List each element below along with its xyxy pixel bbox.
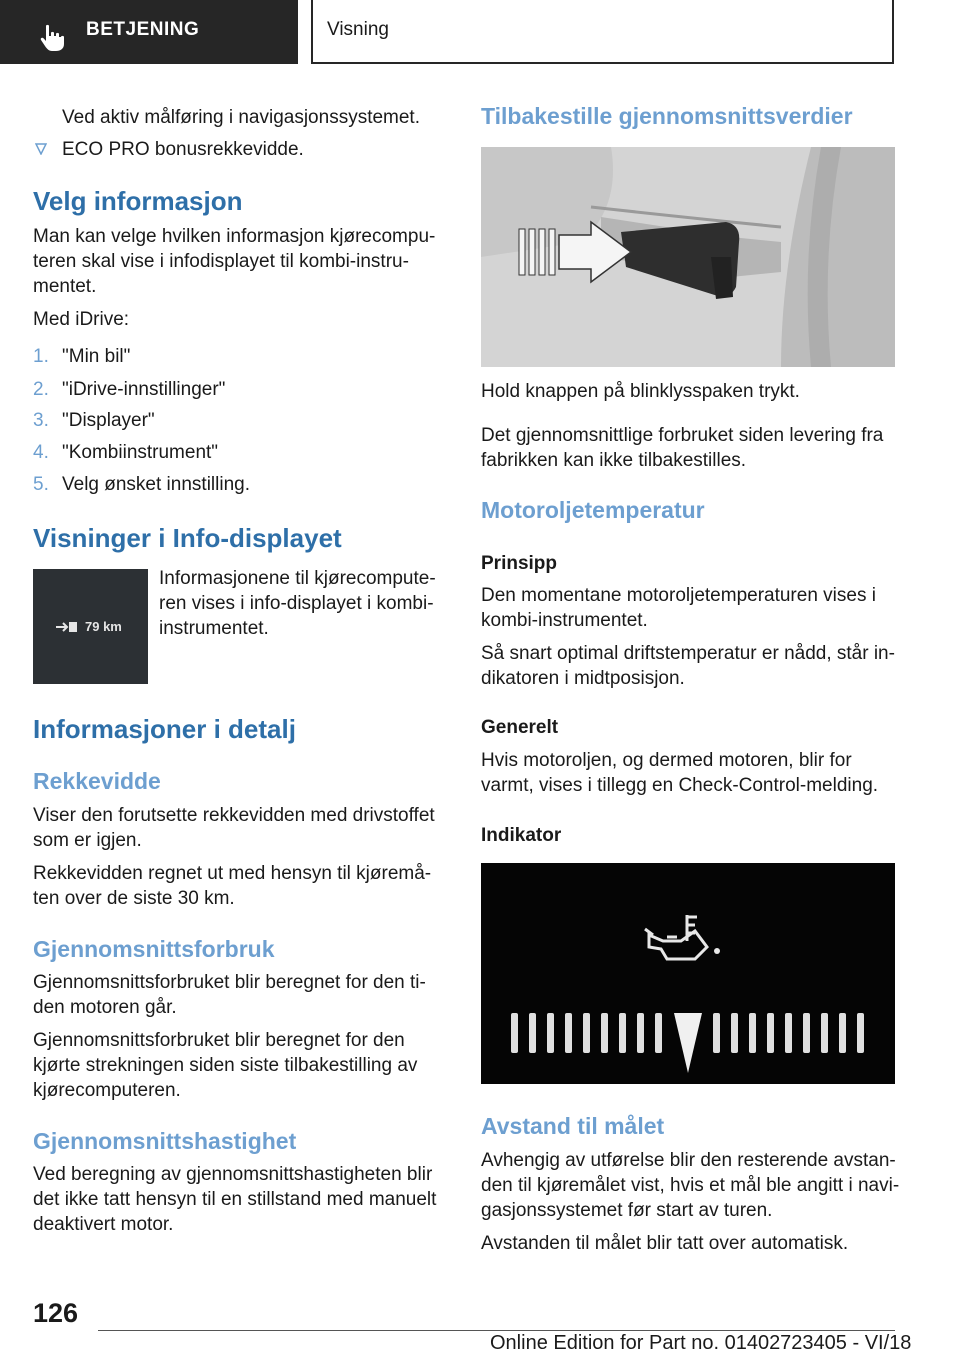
avstand-line: den til kjøremålet vist, hvis et mål ble angitt i navi- [481, 1175, 900, 1196]
forbruk-line: Gjennomsnittsforbruket blir beregnet for den ti- [33, 972, 426, 993]
bullet-eco-pro: ECO PRO bonusrekkevidde. [62, 139, 304, 160]
visninger-line-3: instrumentet. [159, 618, 269, 639]
gauge-tick [821, 1013, 828, 1053]
heading-visninger: Visninger i Info-displayet [33, 523, 342, 553]
footer-divider [98, 1330, 895, 1331]
section-title: BETJENING [86, 19, 200, 40]
gauge-tick [511, 1013, 518, 1053]
bullet-triangle-icon [35, 143, 47, 155]
rekkevidde-line: som er igjen. [33, 830, 142, 851]
lever-illustration [481, 147, 895, 367]
step-number: 4. [33, 442, 49, 463]
topic-tab [311, 0, 894, 64]
range-arrow-icon [55, 621, 79, 633]
gauge-tick [839, 1013, 846, 1053]
forbruk-line: kjørte strekningen siden siste tilbakestilling av [33, 1055, 418, 1076]
hastighet-line: Ved beregning av gjennomsnittshastigheten blir [33, 1164, 433, 1185]
step-text: "iDrive-innstillinger" [62, 379, 226, 400]
step-text: "Displayer" [62, 410, 155, 431]
gauge-tick [857, 1013, 864, 1053]
heading-avstand: Avstand til målet [481, 1113, 665, 1139]
gauge-tick [583, 1013, 590, 1053]
heading-hastighet: Gjennomsnittshastighet [33, 1128, 297, 1154]
gauge-tick [637, 1013, 644, 1053]
heading-generelt: Generelt [481, 717, 559, 738]
visninger-line-2: ren vises i info-displayet i kombi- [159, 593, 434, 614]
tilbake-instruction: Hold knappen på blinklysspaken trykt. [481, 381, 800, 402]
section-tab [0, 0, 298, 64]
turn-signal-lever-image [481, 147, 895, 367]
heading-rekkevidde: Rekkevidde [33, 768, 161, 794]
gauge-tick [803, 1013, 810, 1053]
gauge-tick [767, 1013, 774, 1053]
heading-indikator: Indikator [481, 825, 562, 846]
gauge-tick [619, 1013, 626, 1053]
gauge-tick [547, 1013, 554, 1053]
med-idrive: Med iDrive: [33, 309, 130, 330]
velg-line-3: mentet. [33, 276, 97, 297]
velg-line-2: teren skal vise i infodisplayet til kombi-instru- [33, 251, 409, 272]
prinsipp-line: Den momentane motoroljetemperaturen vises i [481, 585, 876, 606]
rekkevidde-line: Rekkevidden regnet ut med hensyn til kjøremå- [33, 863, 432, 884]
page-number: 126 [33, 1298, 79, 1328]
step-number: 1. [33, 346, 49, 367]
heading-prinsipp: Prinsipp [481, 553, 558, 574]
edition-note: Online Edition for Part no. 01402723405 - VI/18 [490, 1332, 912, 1354]
oil-temperature-indicator-image [481, 863, 895, 1084]
gauge-tick [601, 1013, 608, 1053]
step-text: Velg ønsket innstilling. [62, 474, 250, 495]
rekkevidde-line: ten over de siste 30 km. [33, 888, 235, 909]
gauge-tick [529, 1013, 536, 1053]
rekkevidde-line: Viser den forutsette rekkevidden med drivstoffet [33, 805, 435, 826]
tilbake-line: fabrikken kan ikke tilbakestilles. [481, 450, 747, 471]
heading-forbruk: Gjennomsnittsforbruk [33, 936, 275, 962]
prinsipp-line: dikatoren i midtposisjon. [481, 668, 685, 689]
step-text: "Min bil" [62, 346, 131, 367]
forbruk-line: den motoren går. [33, 997, 177, 1018]
topic-title: Visning [327, 19, 389, 40]
avstand-line: gasjonssystemet før start av turen. [481, 1200, 773, 1221]
info-display-image [33, 569, 148, 684]
gauge-tick [655, 1013, 662, 1053]
heading-tilbakestille: Tilbakestille gjennomsnittsverdier [481, 103, 853, 129]
gauge-tick [565, 1013, 572, 1053]
avstand-line: Avstanden til målet blir tatt over automatisk. [481, 1233, 849, 1254]
step-number: 5. [33, 474, 49, 495]
avstand-line: Avhengig av utførelse blir den resterende avstan- [481, 1150, 896, 1171]
hastighet-line: det ikke tatt hensyn til en stillstand med manuelt [33, 1189, 437, 1210]
gauge-tick [749, 1013, 756, 1053]
intro-text: Ved aktiv målføring i navigasjonssystemet. [62, 107, 420, 128]
forbruk-line: kjørecomputeren. [33, 1080, 181, 1101]
tilbake-line: Det gjennomsnittlige forbruket siden levering fra [481, 425, 884, 446]
display-readout: 79 km [85, 619, 122, 634]
gauge-tick [731, 1013, 738, 1053]
step-number: 3. [33, 410, 49, 431]
hastighet-line: deaktivert motor. [33, 1214, 174, 1235]
step-number: 2. [33, 379, 49, 400]
gauge-tick [785, 1013, 792, 1053]
prinsipp-line: Så snart optimal driftstemperatur er nådd, står in- [481, 643, 895, 664]
forbruk-line: Gjennomsnittsforbruket blir beregnet for den [33, 1030, 405, 1051]
oil-temp-gauge [481, 863, 895, 1084]
heading-velg-informasjon: Velg informasjon [33, 186, 243, 216]
visninger-line-1: Informasjonene til kjørecompute- [159, 568, 436, 589]
gauge-needle [674, 1013, 702, 1073]
step-text: "Kombiinstrument" [62, 442, 219, 463]
prinsipp-line: kombi-instrumentet. [481, 610, 648, 631]
velg-line-1: Man kan velge hvilken informasjon kjørecompu- [33, 226, 436, 247]
generelt-line: varmt, vises i tillegg en Check-Control-melding. [481, 775, 879, 796]
heading-motorolje: Motoroljetemperatur [481, 497, 705, 523]
heading-detalj: Informasjoner i detalj [33, 714, 296, 744]
oil-can-thermometer-icon [645, 915, 707, 959]
generelt-line: Hvis motoroljen, og dermed motoren, blir for [481, 750, 852, 771]
hand-touch-icon [40, 24, 66, 52]
gauge-tick [713, 1013, 720, 1053]
